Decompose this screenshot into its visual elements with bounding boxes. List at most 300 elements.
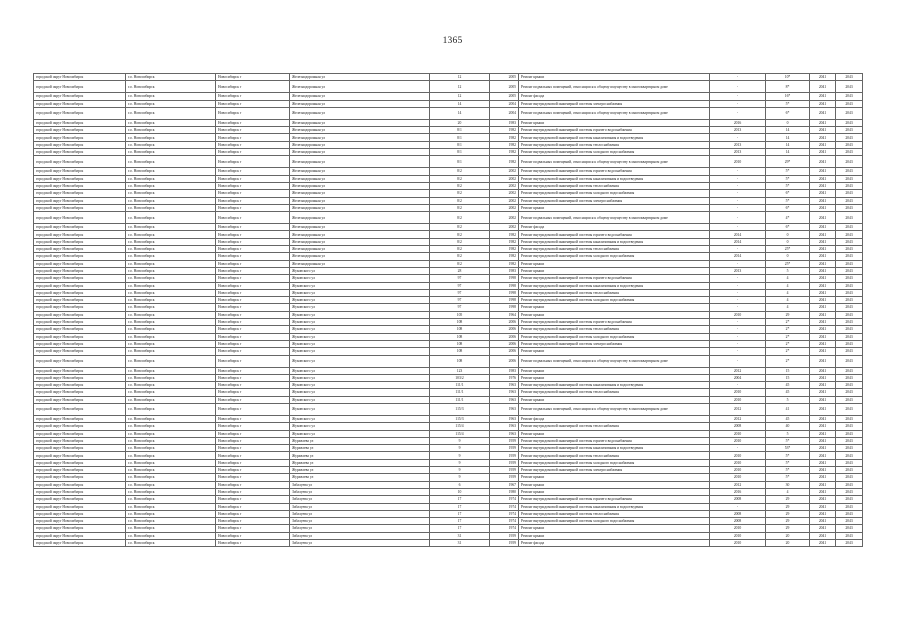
table-row [34, 282, 863, 289]
locality-cell: Новосибирск г [216, 212, 290, 224]
end-year-cell: 2043 [836, 253, 863, 260]
wear-cell: 2* [766, 340, 810, 347]
municipality-cell: городской округ Новосибирск [34, 81, 126, 93]
house-number-cell: 108 [430, 340, 490, 347]
build-year-cell: 1963 [490, 415, 519, 422]
city-district-cell: г.о. Новосибирск [126, 127, 216, 134]
build-year-cell: 1963 [490, 403, 519, 415]
street-cell: Железнодорожная ул [290, 175, 430, 182]
locality-cell: Новосибирск г [216, 149, 290, 156]
house-number-cell: 8/2 [430, 246, 490, 253]
work-type-cell: Ремонт внутридомовой инженерной системы канализования и водоотведения [519, 445, 710, 452]
wear-cell: 5* [766, 100, 810, 107]
locality-cell: Новосибирск г [216, 134, 290, 141]
work-type-cell: Ремонт крыши [519, 374, 710, 381]
house-number-cell: 97 [430, 304, 490, 311]
locality-cell: Новосибирск г [216, 182, 290, 189]
build-year-cell: 1963 [490, 423, 519, 430]
start-year-cell: 2041 [810, 488, 836, 495]
table-row [34, 182, 863, 189]
start-year-cell: 2041 [810, 253, 836, 260]
last-repair-year-cell: 2010 [710, 459, 766, 466]
work-type-cell: Ремонт подвальных помещений, относящихся к общему имуществу в многоквартирном доме [519, 212, 710, 224]
city-district-cell: г.о. Новосибирск [126, 403, 216, 415]
work-type-cell: Ремонт фасада [519, 540, 710, 547]
wear-cell: 4 [766, 297, 810, 304]
end-year-cell: 2043 [836, 304, 863, 311]
start-year-cell: 2041 [810, 396, 836, 403]
wear-cell: 45 [766, 389, 810, 396]
table-row [34, 326, 863, 333]
municipality-cell: городской округ Новосибирск [34, 488, 126, 495]
street-cell: Жуковского ул [290, 355, 430, 367]
build-year-cell: 1998 [490, 275, 519, 282]
table-row [34, 423, 863, 430]
locality-cell: Новосибирск г [216, 311, 290, 318]
street-cell: Забалуева ул [290, 540, 430, 547]
work-type-cell: Ремонт внутридомовой инженерной системы канализования и водоотведения [519, 503, 710, 510]
house-number-cell: 97 [430, 275, 490, 282]
table-row [34, 275, 863, 282]
locality-cell: Новосибирск г [216, 510, 290, 517]
work-type-cell: Ремонт внутридомовой инженерной системы теплоснабжения [519, 141, 710, 148]
wear-cell: 2* [766, 319, 810, 326]
street-cell: Железнодорожная ул [290, 93, 430, 100]
wear-cell: 5* [766, 459, 810, 466]
street-cell: Железнодорожная ул [290, 149, 430, 156]
last-repair-year-cell: 2012 [710, 415, 766, 422]
street-cell: Журавлева ул [290, 467, 430, 474]
table-row [34, 333, 863, 340]
city-district-cell: г.о. Новосибирск [126, 260, 216, 267]
wear-cell: 4 [766, 275, 810, 282]
work-type-cell: Ремонт внутридомовой инженерной системы канализования и водоотведения [519, 134, 710, 141]
start-year-cell: 2041 [810, 355, 836, 367]
locality-cell: Новосибирск г [216, 452, 290, 459]
house-number-cell: 17 [430, 518, 490, 525]
house-number-cell: 8/1 [430, 149, 490, 156]
locality-cell: Новосибирск г [216, 481, 290, 488]
municipality-cell: городской округ Новосибирск [34, 149, 126, 156]
table-row [34, 100, 863, 107]
locality-cell: Новосибирск г [216, 253, 290, 260]
work-type-cell: Ремонт крыши [519, 367, 710, 374]
house-number-cell: 17 [430, 496, 490, 503]
house-number-cell: 8/1 [430, 156, 490, 168]
build-year-cell: 1982 [490, 231, 519, 238]
locality-cell: Новосибирск г [216, 289, 290, 296]
wear-cell: 41 [766, 403, 810, 415]
build-year-cell: 1959 [490, 452, 519, 459]
city-district-cell: г.о. Новосибирск [126, 231, 216, 238]
work-type-cell: Ремонт внутридомовой инженерной системы канализования и водоотведения [519, 238, 710, 245]
work-type-cell: Ремонт внутридомовой инженерной системы холодного водоснабжения [519, 190, 710, 197]
end-year-cell: 2043 [836, 204, 863, 211]
work-type-cell: Ремонт внутридомовой инженерной системы электроснабжения [519, 197, 710, 204]
locality-cell: Новосибирск г [216, 224, 290, 231]
wear-cell: 29 [766, 311, 810, 318]
work-type-cell: Ремонт внутридомовой инженерной системы холодного водоснабжения [519, 333, 710, 340]
table-row [34, 452, 863, 459]
last-repair-year-cell: 2013 [710, 127, 766, 134]
house-number-cell: 115/4 [430, 423, 490, 430]
street-cell: Жуковского ул [290, 403, 430, 415]
work-type-cell: Ремонт крыши [519, 311, 710, 318]
house-number-cell: 17 [430, 510, 490, 517]
street-cell: Забалуева ул [290, 488, 430, 495]
house-number-cell: 31 [430, 532, 490, 539]
wear-cell: 14 [766, 141, 810, 148]
wear-cell: 15 [766, 367, 810, 374]
municipality-cell: городской округ Новосибирск [34, 175, 126, 182]
house-number-cell: 97 [430, 297, 490, 304]
start-year-cell: 2041 [810, 503, 836, 510]
municipality-cell: городской округ Новосибирск [34, 423, 126, 430]
build-year-cell: 1974 [490, 518, 519, 525]
house-number-cell: 115/3 [430, 403, 490, 415]
city-district-cell: г.о. Новосибирск [126, 518, 216, 525]
start-year-cell: 2041 [810, 246, 836, 253]
municipality-cell: городской округ Новосибирск [34, 297, 126, 304]
end-year-cell: 2043 [836, 382, 863, 389]
build-year-cell: 1998 [490, 282, 519, 289]
build-year-cell: 1974 [490, 525, 519, 532]
last-repair-year-cell: - [710, 134, 766, 141]
build-year-cell: 1959 [490, 540, 519, 547]
municipality-cell: городской округ Новосибирск [34, 197, 126, 204]
municipality-cell: городской округ Новосибирск [34, 134, 126, 141]
municipality-cell: городской округ Новосибирск [34, 141, 126, 148]
street-cell: Железнодорожная ул [290, 224, 430, 231]
street-cell: Железнодорожная ул [290, 141, 430, 148]
work-type-cell: Ремонт внутридомовой инженерной системы теплоснабжения [519, 452, 710, 459]
table-row [34, 510, 863, 517]
work-type-cell: Ремонт внутридомовой инженерной системы холодного водоснабжения [519, 459, 710, 466]
wear-cell: 5* [766, 467, 810, 474]
last-repair-year-cell: 2008 [710, 510, 766, 517]
city-district-cell: г.о. Новосибирск [126, 319, 216, 326]
build-year-cell: 1980 [490, 488, 519, 495]
table-row [34, 503, 863, 510]
last-repair-year-cell: 2010 [710, 396, 766, 403]
municipality-cell: городской округ Новосибирск [34, 260, 126, 267]
house-number-cell: 8/2 [430, 238, 490, 245]
city-district-cell: г.о. Новосибирск [126, 503, 216, 510]
build-year-cell: 1982 [490, 156, 519, 168]
street-cell: Железнодорожная ул [290, 127, 430, 134]
end-year-cell: 2043 [836, 503, 863, 510]
municipality-cell: городской округ Новосибирск [34, 127, 126, 134]
last-repair-year-cell: 2008 [710, 518, 766, 525]
street-cell: Забалуева ул [290, 518, 430, 525]
street-cell: Железнодорожная ул [290, 231, 430, 238]
last-repair-year-cell: 2008 [710, 423, 766, 430]
end-year-cell: 2043 [836, 452, 863, 459]
house-number-cell: 8/1 [430, 134, 490, 141]
municipality-cell: городской округ Новосибирск [34, 304, 126, 311]
street-cell: Жуковского ул [290, 311, 430, 318]
locality-cell: Новосибирск г [216, 267, 290, 274]
wear-cell: 10* [766, 74, 810, 81]
municipality-cell: городской округ Новосибирск [34, 238, 126, 245]
locality-cell: Новосибирск г [216, 260, 290, 267]
municipality-cell: городской округ Новосибирск [34, 289, 126, 296]
street-cell: Забалуева ул [290, 503, 430, 510]
table-row [34, 437, 863, 444]
city-district-cell: г.о. Новосибирск [126, 540, 216, 547]
table-row [34, 289, 863, 296]
last-repair-year-cell: 2008 [710, 496, 766, 503]
house-number-cell: 17 [430, 525, 490, 532]
work-type-cell: Ремонт внутридомовой инженерной системы холодного водоснабжения [519, 149, 710, 156]
locality-cell: Новосибирск г [216, 532, 290, 539]
wear-cell: 30 [766, 481, 810, 488]
city-district-cell: г.о. Новосибирск [126, 415, 216, 422]
table-row [34, 238, 863, 245]
end-year-cell: 2043 [836, 119, 863, 126]
table-row [34, 415, 863, 422]
build-year-cell: 1963 [490, 396, 519, 403]
work-type-cell: Ремонт крыши [519, 488, 710, 495]
work-type-cell: Ремонт крыши [519, 348, 710, 355]
street-cell: Железнодорожная ул [290, 253, 430, 260]
locality-cell: Новосибирск г [216, 141, 290, 148]
table-row [34, 93, 863, 100]
city-district-cell: г.о. Новосибирск [126, 197, 216, 204]
end-year-cell: 2043 [836, 367, 863, 374]
end-year-cell: 2043 [836, 467, 863, 474]
work-type-cell: Ремонт внутридомовой инженерной системы электроснабжения [519, 467, 710, 474]
table-body [34, 74, 863, 547]
house-number-cell: 12 [430, 74, 490, 81]
start-year-cell: 2041 [810, 518, 836, 525]
wear-cell: 2* [766, 355, 810, 367]
end-year-cell: 2043 [836, 496, 863, 503]
house-number-cell: 31 [430, 540, 490, 547]
work-type-cell: Ремонт внутридомовой инженерной системы холодного водоснабжения [519, 297, 710, 304]
municipality-cell: городской округ Новосибирск [34, 382, 126, 389]
street-cell: Жуковского ул [290, 333, 430, 340]
municipality-cell: городской округ Новосибирск [34, 374, 126, 381]
city-district-cell: г.о. Новосибирск [126, 149, 216, 156]
last-repair-year-cell: - [710, 100, 766, 107]
start-year-cell: 2041 [810, 212, 836, 224]
table-row [34, 168, 863, 175]
table-row [34, 459, 863, 466]
work-type-cell: Ремонт внутридомовой инженерной системы горячего водоснабжения [519, 275, 710, 282]
start-year-cell: 2041 [810, 168, 836, 175]
street-cell: Железнодорожная ул [290, 212, 430, 224]
work-type-cell: Ремонт внутридомовой инженерной системы теплоснабжения [519, 510, 710, 517]
work-type-cell: Ремонт внутридомовой инженерной системы горячего водоснабжения [519, 496, 710, 503]
start-year-cell: 2041 [810, 423, 836, 430]
start-year-cell: 2041 [810, 510, 836, 517]
build-year-cell: 1959 [490, 467, 519, 474]
build-year-cell: 1982 [490, 238, 519, 245]
locality-cell: Новосибирск г [216, 467, 290, 474]
wear-cell: 16* [766, 93, 810, 100]
municipality-cell: городской округ Новосибирск [34, 467, 126, 474]
wear-cell: 20 [766, 532, 810, 539]
last-repair-year-cell: 2010 [710, 437, 766, 444]
street-cell: Журавлева ул [290, 445, 430, 452]
last-repair-year-cell: 2010 [710, 389, 766, 396]
table-row [34, 246, 863, 253]
wear-cell: 29 [766, 525, 810, 532]
city-district-cell: г.о. Новосибирск [126, 311, 216, 318]
municipality-cell: городской округ Новосибирск [34, 267, 126, 274]
start-year-cell: 2041 [810, 93, 836, 100]
locality-cell: Новосибирск г [216, 367, 290, 374]
last-repair-year-cell: - [710, 333, 766, 340]
end-year-cell: 2043 [836, 445, 863, 452]
build-year-cell: 1974 [490, 510, 519, 517]
work-type-cell: Ремонт крыши [519, 481, 710, 488]
start-year-cell: 2041 [810, 260, 836, 267]
start-year-cell: 2041 [810, 182, 836, 189]
build-year-cell: 1959 [490, 437, 519, 444]
end-year-cell: 2043 [836, 260, 863, 267]
municipality-cell: городской округ Новосибирск [34, 212, 126, 224]
street-cell: Забалуева ул [290, 496, 430, 503]
work-type-cell: Ремонт подвальных помещений, относящихся к общему имуществу в многоквартирном доме [519, 81, 710, 93]
house-number-cell: 28 [430, 267, 490, 274]
table-row [34, 190, 863, 197]
municipality-cell: городской округ Новосибирск [34, 224, 126, 231]
start-year-cell: 2041 [810, 282, 836, 289]
house-number-cell: 9 [430, 437, 490, 444]
build-year-cell: 2006 [490, 326, 519, 333]
build-year-cell: 1982 [490, 149, 519, 156]
last-repair-year-cell: - [710, 190, 766, 197]
city-district-cell: г.о. Новосибирск [126, 93, 216, 100]
street-cell: Жуковского ул [290, 382, 430, 389]
street-cell: Железнодорожная ул [290, 190, 430, 197]
street-cell: Железнодорожная ул [290, 182, 430, 189]
start-year-cell: 2041 [810, 481, 836, 488]
city-district-cell: г.о. Новосибирск [126, 275, 216, 282]
start-year-cell: 2041 [810, 452, 836, 459]
last-repair-year-cell: - [710, 503, 766, 510]
municipality-cell: городской округ Новосибирск [34, 503, 126, 510]
work-type-cell: Ремонт внутридомовой инженерной системы теплоснабжения [519, 289, 710, 296]
last-repair-year-cell: 2014 [710, 253, 766, 260]
build-year-cell: 2002 [490, 175, 519, 182]
street-cell: Жуковского ул [290, 348, 430, 355]
table-row [34, 297, 863, 304]
city-district-cell: г.о. Новосибирск [126, 141, 216, 148]
street-cell: Железнодорожная ул [290, 204, 430, 211]
build-year-cell: 2002 [490, 182, 519, 189]
build-year-cell: 2006 [490, 348, 519, 355]
house-number-cell: 123 [430, 367, 490, 374]
repair-schedule-table-wrapper [33, 73, 862, 547]
street-cell: Жуковского ул [290, 389, 430, 396]
city-district-cell: г.о. Новосибирск [126, 437, 216, 444]
table-row [34, 389, 863, 396]
house-number-cell: 8/2 [430, 168, 490, 175]
last-repair-year-cell: 2010 [710, 474, 766, 481]
street-cell: Журавлева ул [290, 474, 430, 481]
municipality-cell: городской округ Новосибирск [34, 333, 126, 340]
table-row [34, 340, 863, 347]
street-cell: Железнодорожная ул [290, 168, 430, 175]
table-row [34, 156, 863, 168]
table-row [34, 74, 863, 81]
locality-cell: Новосибирск г [216, 175, 290, 182]
locality-cell: Новосибирск г [216, 382, 290, 389]
street-cell: Железнодорожная ул [290, 107, 430, 119]
build-year-cell: 1976 [490, 374, 519, 381]
street-cell: Железнодорожная ул [290, 119, 430, 126]
table-row [34, 430, 863, 437]
work-type-cell: Ремонт внутридомовой инженерной системы электроснабжения [519, 100, 710, 107]
locality-cell: Новосибирск г [216, 374, 290, 381]
locality-cell: Новосибирск г [216, 430, 290, 437]
locality-cell: Новосибирск г [216, 355, 290, 367]
build-year-cell: 2006 [490, 319, 519, 326]
start-year-cell: 2041 [810, 141, 836, 148]
locality-cell: Новосибирск г [216, 340, 290, 347]
city-district-cell: г.о. Новосибирск [126, 525, 216, 532]
municipality-cell: городской округ Новосибирск [34, 190, 126, 197]
table-row [34, 396, 863, 403]
locality-cell: Новосибирск г [216, 423, 290, 430]
locality-cell: Новосибирск г [216, 525, 290, 532]
work-type-cell: Ремонт крыши [519, 74, 710, 81]
wear-cell: 29 [766, 510, 810, 517]
work-type-cell: Ремонт крыши [519, 260, 710, 267]
start-year-cell: 2041 [810, 304, 836, 311]
municipality-cell: городской округ Новосибирск [34, 525, 126, 532]
city-district-cell: г.о. Новосибирск [126, 182, 216, 189]
house-number-cell: 108 [430, 319, 490, 326]
build-year-cell: 2005 [490, 93, 519, 100]
municipality-cell: городской округ Новосибирск [34, 389, 126, 396]
work-type-cell: Ремонт внутридомовой инженерной системы электроснабжения [519, 340, 710, 347]
build-year-cell: 2005 [490, 74, 519, 81]
end-year-cell: 2043 [836, 267, 863, 274]
house-number-cell: 9 [430, 445, 490, 452]
wear-cell: 5 [766, 267, 810, 274]
work-type-cell: Ремонт внутридомовой инженерной системы теплоснабжения [519, 423, 710, 430]
end-year-cell: 2043 [836, 374, 863, 381]
municipality-cell: городской округ Новосибирск [34, 311, 126, 318]
build-year-cell: 1998 [490, 304, 519, 311]
municipality-cell: городской округ Новосибирск [34, 340, 126, 347]
house-number-cell: 12 [430, 93, 490, 100]
end-year-cell: 2043 [836, 212, 863, 224]
municipality-cell: городской округ Новосибирск [34, 168, 126, 175]
last-repair-year-cell: 2010 [710, 467, 766, 474]
wear-cell: 5* [766, 175, 810, 182]
city-district-cell: г.о. Новосибирск [126, 100, 216, 107]
street-cell: Железнодорожная ул [290, 238, 430, 245]
table-row [34, 540, 863, 547]
city-district-cell: г.о. Новосибирск [126, 238, 216, 245]
work-type-cell: Ремонт внутридомовой инженерной системы канализования и водоотведения [519, 175, 710, 182]
locality-cell: Новосибирск г [216, 540, 290, 547]
work-type-cell: Ремонт крыши [519, 474, 710, 481]
end-year-cell: 2043 [836, 168, 863, 175]
city-district-cell: г.о. Новосибирск [126, 423, 216, 430]
wear-cell: 29 [766, 496, 810, 503]
table-row [34, 141, 863, 148]
last-repair-year-cell: - [710, 326, 766, 333]
work-type-cell: Ремонт внутридомовой инженерной системы канализования и водоотведения [519, 382, 710, 389]
locality-cell: Новосибирск г [216, 445, 290, 452]
city-district-cell: г.о. Новосибирск [126, 204, 216, 211]
